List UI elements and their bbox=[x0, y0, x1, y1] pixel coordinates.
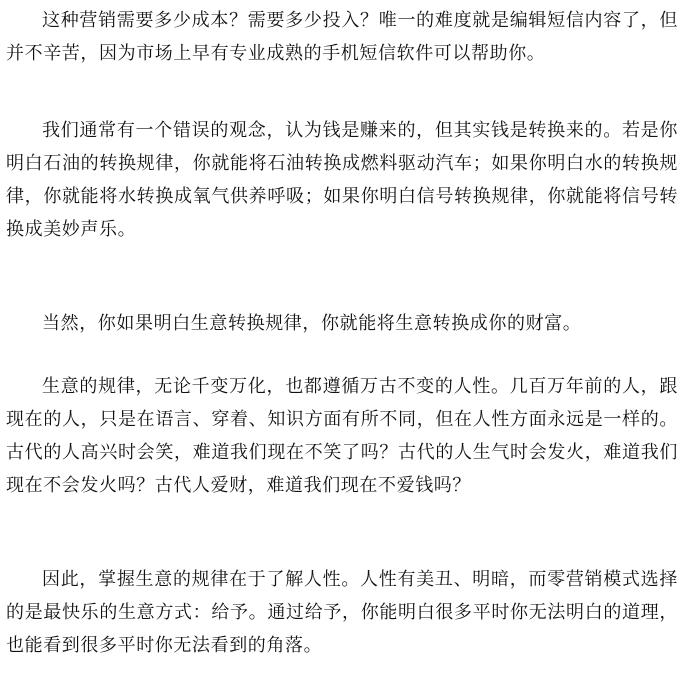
paragraph-business-wealth: 当然，你如果明白生意转换规律，你就能将生意转换成你的财富。 bbox=[42, 313, 582, 334]
paragraph-money-conversion: 我们通常有一个错误的观念，认为钱是赚来的，但其实钱是转换来的。若是你明白石油的转换规律，你就能将石油转换成燃料驱动汽车；如果你明白水的转换规律，你就能将水转换成氧气供养呼吸；如果你明白信号转换规律，你就能将信号转换成美妙声乐。 bbox=[6, 120, 678, 240]
paragraph-cost: 这种营销需要多少成本？需要多少投入？唯一的难度就是编辑短信内容了，但并不辛苦，因为市场上早有专业成熟的手机短信软件可以帮助你。 bbox=[6, 10, 678, 64]
paragraph-giving: 因此，掌握生意的规律在于了解人性。人性有美丑、明暗，而零营销模式选择的是最快乐的生意方式：给予。通过给予，你能明白很多平时你无法明白的道理，也能看到很多平时你无法看到的角落。 bbox=[6, 569, 678, 656]
paragraph-human-nature: 生意的规律，无论千变万化，也都遵循万古不变的人性。几百万年前的人，跟现在的人，只是在语言、穿着、知识方面有所不同，但在人性方面永远是一样的。古代的人高兴时会笑，难道我们现在不笑了吗？古代的人生气时会发火，难道我们现在不会发火吗？古代人爱财，难道我们现在不爱钱吗？ bbox=[6, 376, 678, 496]
